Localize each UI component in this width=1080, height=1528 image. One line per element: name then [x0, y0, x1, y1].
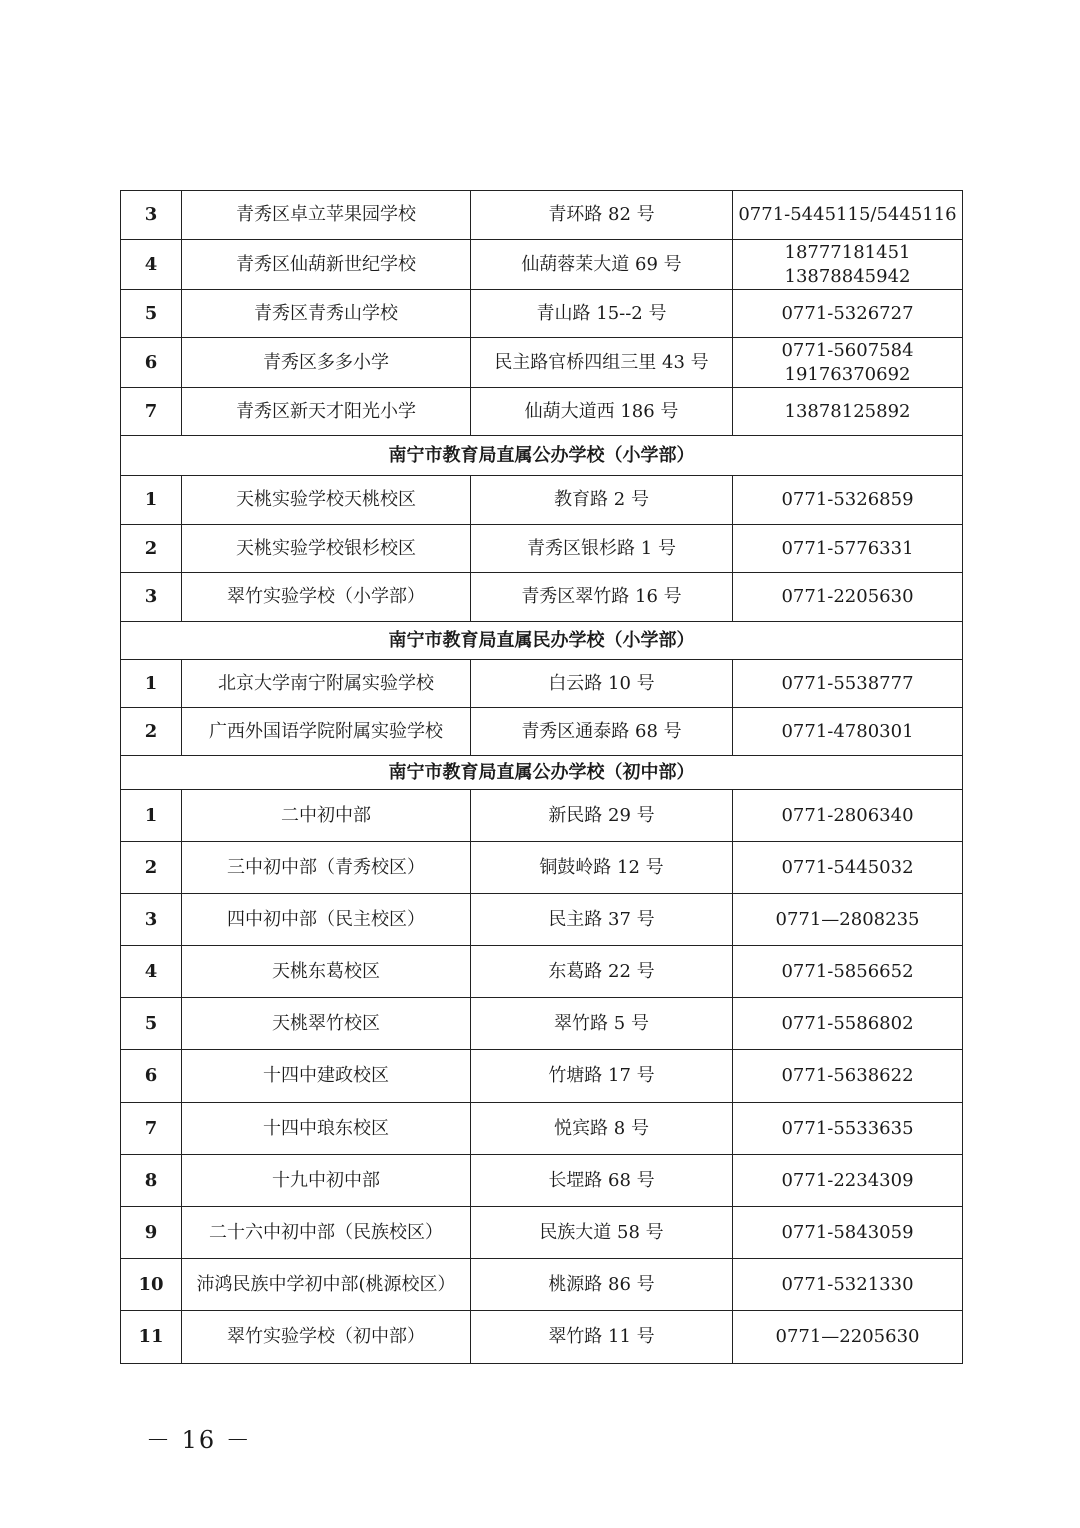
phone-number: 13878125892	[784, 400, 911, 422]
school-name: 二十六中初中部（民族校区）	[182, 1207, 471, 1259]
phone-number: 18777181451	[784, 241, 911, 263]
phone-number: 0771-5533635	[781, 1117, 914, 1139]
phone-number: 0771-5586802	[781, 1012, 914, 1034]
row-number: 1	[121, 476, 182, 525]
phone-number: 0771-4780301	[781, 720, 914, 742]
school-name: 广西外国语学院附属实验学校	[182, 708, 471, 756]
row-number: 4	[121, 240, 182, 290]
school-address: 仙葫蓉茉大道 69 号	[471, 240, 733, 290]
table-row	[121, 573, 963, 622]
table-row	[121, 660, 963, 708]
table-row	[121, 1103, 963, 1155]
table-row	[121, 1050, 963, 1103]
school-address: 白云路 10 号	[471, 660, 733, 708]
school-name: 十九中初中部	[182, 1155, 471, 1207]
phone-number: 0771-5607584	[781, 339, 914, 361]
school-address: 仙葫大道西 186 号	[471, 388, 733, 436]
phone-number: 0771-5326727	[781, 302, 914, 324]
table-row	[121, 998, 963, 1050]
contact-phone	[733, 1155, 963, 1207]
row-number: 10	[121, 1259, 182, 1311]
school-address: 民主路官桥四组三里 43 号	[471, 338, 733, 388]
contact-phone	[733, 476, 963, 525]
school-name: 四中初中部（民主校区）	[182, 894, 471, 946]
row-number: 3	[121, 894, 182, 946]
school-address: 民主路 37 号	[471, 894, 733, 946]
section-title: 南宁市教育局直属民办学校（小学部）	[121, 622, 963, 660]
school-name: 三中初中部（青秀校区）	[182, 842, 471, 894]
row-number: 4	[121, 946, 182, 998]
contact-phone	[733, 1103, 963, 1155]
school-name: 十四中建政校区	[182, 1050, 471, 1103]
row-number: 11	[121, 1311, 182, 1364]
section-title: 南宁市教育局直属公办学校（小学部）	[121, 436, 963, 476]
school-contact-table	[120, 190, 963, 1364]
contact-phone	[733, 240, 963, 290]
phone-number: 0771—2808235	[775, 908, 920, 930]
page-number: － 16 －	[146, 1426, 252, 1454]
phone-number: 0771—2205630	[775, 1326, 920, 1347]
contact-phone	[733, 1311, 963, 1364]
school-name: 天桃东葛校区	[182, 946, 471, 998]
contact-phone	[733, 388, 963, 436]
phone-number: 0771-2806340	[781, 804, 914, 826]
table-row	[121, 525, 963, 573]
school-address: 新民路 29 号	[471, 790, 733, 842]
school-name: 青秀区卓立苹果园学校	[182, 191, 471, 240]
phone-number: 0771-5638622	[781, 1065, 914, 1086]
school-name: 沛鸿民族中学初中部(桃源校区）	[182, 1259, 471, 1311]
contact-phone	[733, 1259, 963, 1311]
row-number: 7	[121, 388, 182, 436]
table-body	[121, 191, 963, 1364]
phone-number: 0771-5321330	[781, 1273, 914, 1295]
table-row	[121, 191, 963, 240]
table-row	[121, 388, 963, 436]
school-address: 青秀区通泰路 68 号	[471, 708, 733, 756]
phone-number: 0771-5538777	[781, 672, 914, 694]
school-address: 铜鼓岭路 12 号	[471, 842, 733, 894]
row-number: 6	[121, 338, 182, 388]
school-address: 青山路 15--2 号	[471, 290, 733, 338]
school-address: 翠竹路 11 号	[471, 1311, 733, 1364]
row-number: 7	[121, 1103, 182, 1155]
phone-number: 0771-5445115/5445116	[738, 204, 957, 225]
section-header-row	[121, 622, 963, 660]
table-row	[121, 894, 963, 946]
contact-phone	[733, 946, 963, 998]
school-name: 天桃实验学校银杉校区	[182, 525, 471, 573]
contact-phone	[733, 842, 963, 894]
row-number: 8	[121, 1155, 182, 1207]
school-name: 翠竹实验学校（初中部）	[182, 1311, 471, 1364]
row-number: 2	[121, 525, 182, 573]
table-row	[121, 708, 963, 756]
contact-phone	[733, 894, 963, 946]
table-row	[121, 240, 963, 290]
row-number: 5	[121, 998, 182, 1050]
phone-number: 0771-5326859	[781, 489, 914, 510]
school-name: 青秀区多多小学	[182, 338, 471, 388]
table-row	[121, 290, 963, 338]
contact-phone	[733, 998, 963, 1050]
school-name: 青秀区新天才阳光小学	[182, 388, 471, 436]
school-name: 天桃实验学校天桃校区	[182, 476, 471, 525]
school-name: 青秀区青秀山学校	[182, 290, 471, 338]
phone-number: 0771-5776331	[781, 537, 914, 559]
phone-number: 0771-5445032	[781, 856, 914, 878]
school-address: 青环路 82 号	[471, 191, 733, 240]
school-address: 民族大道 58 号	[471, 1207, 733, 1259]
contact-phone	[733, 525, 963, 573]
table-row	[121, 790, 963, 842]
contact-phone	[733, 290, 963, 338]
row-number: 2	[121, 708, 182, 756]
school-name: 青秀区仙葫新世纪学校	[182, 240, 471, 290]
school-name: 翠竹实验学校（小学部）	[182, 573, 471, 622]
school-address: 悦宾路 8 号	[471, 1103, 733, 1155]
table-row	[121, 476, 963, 525]
contact-phone	[733, 1207, 963, 1259]
phone-number: 0771-5856652	[781, 960, 914, 982]
row-number: 9	[121, 1207, 182, 1259]
phone-number: 13878845942	[784, 265, 911, 287]
phone-number: 0771-2234309	[781, 1169, 914, 1191]
school-address: 竹塘路 17 号	[471, 1050, 733, 1103]
contact-phone	[733, 660, 963, 708]
table-row	[121, 1259, 963, 1311]
section-title: 南宁市教育局直属公办学校（初中部）	[121, 756, 963, 790]
row-number: 3	[121, 573, 182, 622]
contact-phone	[733, 790, 963, 842]
school-address: 东葛路 22 号	[471, 946, 733, 998]
school-address: 青秀区翠竹路 16 号	[471, 573, 733, 622]
school-address: 翠竹路 5 号	[471, 998, 733, 1050]
table-row	[121, 1311, 963, 1364]
school-address: 青秀区银杉路 1 号	[471, 525, 733, 573]
school-name: 二中初中部	[182, 790, 471, 842]
phone-number: 0771-2205630	[781, 586, 914, 607]
section-header-row	[121, 436, 963, 476]
contact-phone	[733, 338, 963, 388]
table-row	[121, 338, 963, 388]
school-address: 长堽路 68 号	[471, 1155, 733, 1207]
school-name: 北京大学南宁附属实验学校	[182, 660, 471, 708]
school-address: 教育路 2 号	[471, 476, 733, 525]
table-row	[121, 1155, 963, 1207]
row-number: 5	[121, 290, 182, 338]
phone-number: 0771-5843059	[781, 1221, 914, 1243]
school-name: 天桃翠竹校区	[182, 998, 471, 1050]
school-name: 十四中琅东校区	[182, 1103, 471, 1155]
row-number: 1	[121, 660, 182, 708]
contact-phone	[733, 708, 963, 756]
row-number: 6	[121, 1050, 182, 1103]
row-number: 2	[121, 842, 182, 894]
school-address: 桃源路 86 号	[471, 1259, 733, 1311]
contact-phone	[733, 1050, 963, 1103]
table-row	[121, 946, 963, 998]
contact-phone	[733, 191, 963, 240]
contact-phone	[733, 573, 963, 622]
section-header-row	[121, 756, 963, 790]
table-row	[121, 842, 963, 894]
row-number: 3	[121, 191, 182, 240]
row-number: 1	[121, 790, 182, 842]
table-row	[121, 1207, 963, 1259]
phone-number: 19176370692	[784, 363, 911, 385]
